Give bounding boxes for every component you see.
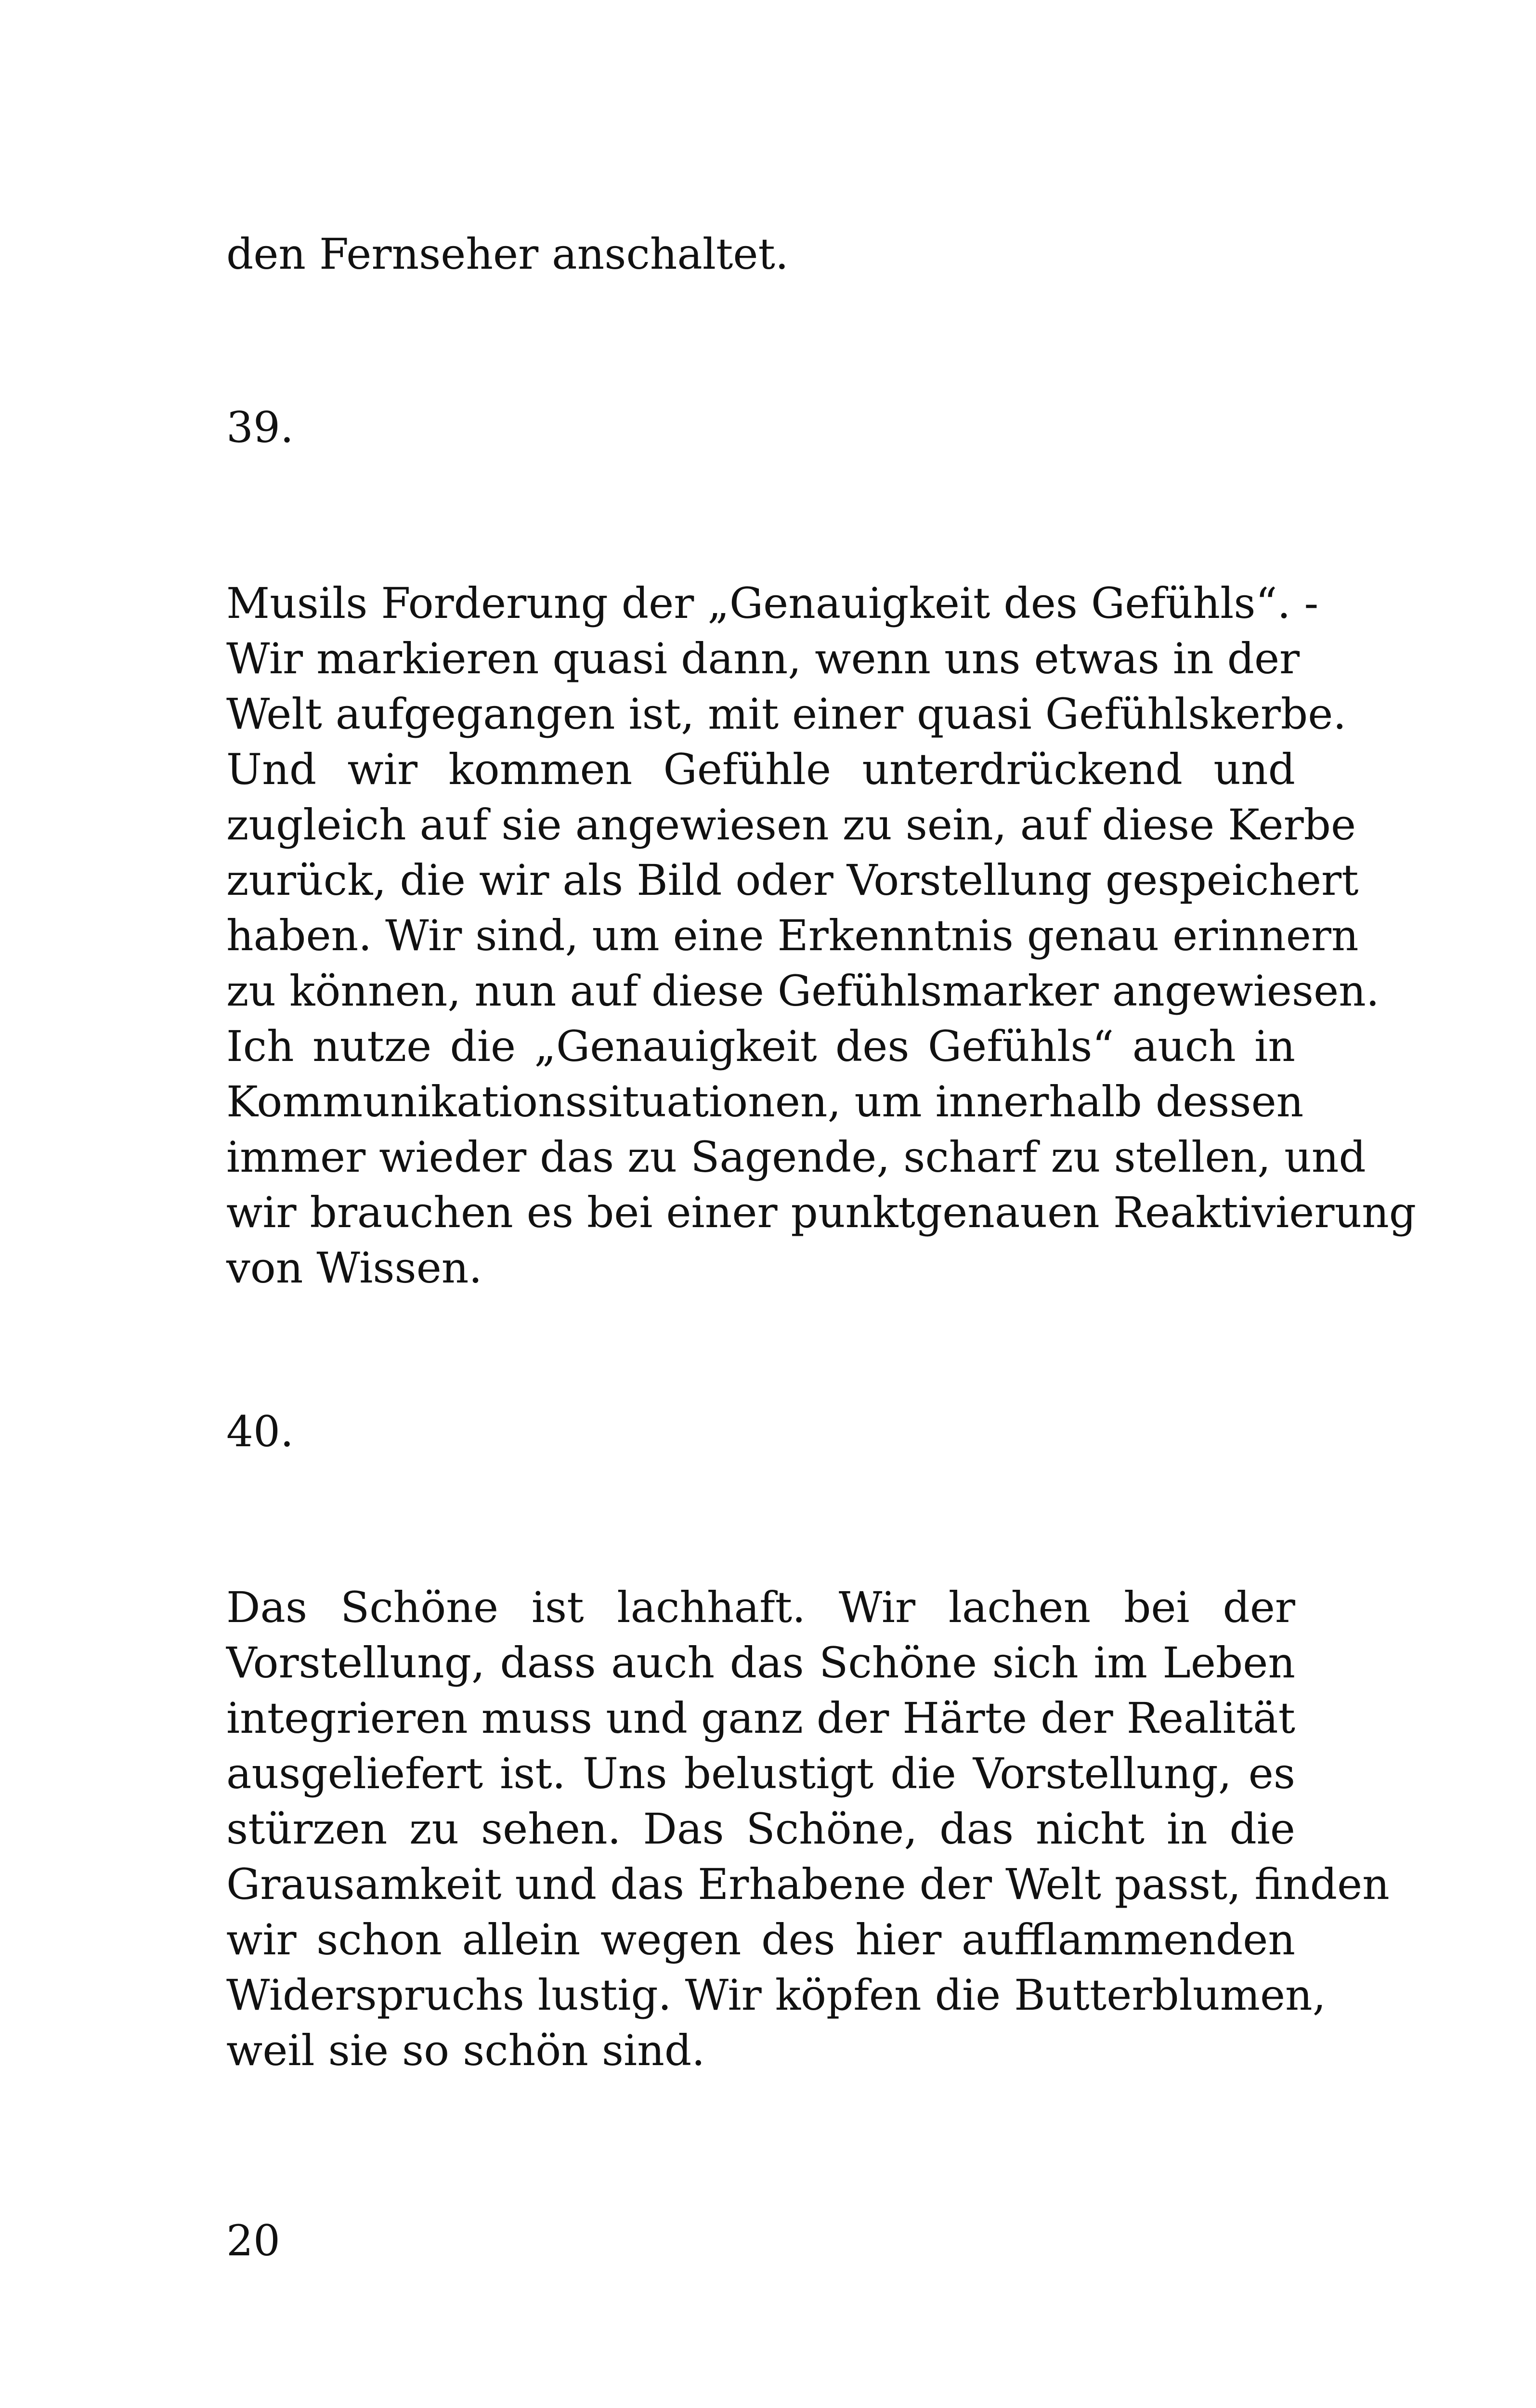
paragraph-line: Das Schöne ist lachhaft. Wir lachen bei der [226,1583,1295,1632]
paragraph-line: zugleich auf sie angewiesen zu sein, auf diese Kerbe [226,800,1356,850]
paragraph-line: von Wissen. [226,1243,482,1293]
intro-text: den Fernseher anschaltet. [226,229,789,279]
paragraph-line: Grausamkeit und das Erhabene der Welt passt, finden [226,1859,1390,1909]
paragraph-line: wir schon allein wegen des hier aufflammenden [226,1915,1295,1964]
paragraph-line: integrieren muss und ganz der Härte der Realität [226,1693,1295,1743]
paragraph-line: haben. Wir sind, um eine Erkenntnis genau erinnern [226,911,1359,960]
paragraph-line: zu können, nun auf diese Gefühlsmarker angewiesen. [226,966,1380,1016]
paragraph-line: Widerspruchs lustig. Wir köpfen die Butterblumen, [226,1970,1326,2020]
paragraph-line: Ich nutze die „Genauigkeit des Gefühls“ auch in [226,1021,1295,1071]
section-39-paragraph [226,576,1417,1296]
paragraph-line: stürzen zu sehen. Das Schöne, das nicht in die [226,1804,1295,1854]
section-40-paragraph [226,1580,1390,2078]
intro-line [226,226,1295,282]
paragraph-line: ausgeliefert ist. Uns belustigt die Vorstellung, es [226,1749,1295,1798]
paragraph-line: zurück, die wir als Bild oder Vorstellung gespeichert [226,855,1359,905]
paragraph-line: Kommunikationssituationen, um innerhalb dessen [226,1077,1304,1126]
paragraph-line: wir brauchen es bei einer punktgenauen Reaktivierung [226,1188,1417,1237]
paragraph-line: Musils Forderung der „Genauigkeit des Gefühls“. - [226,578,1319,628]
section-number-40: 40. [226,1407,294,1456]
page-number: 20 [226,2216,280,2265]
section-number-39: 39. [226,403,294,452]
paragraph-line: Und wir kommen Gefühle unterdrückend und [226,745,1295,794]
paragraph-line: Wir markieren quasi dann, wenn uns etwas in der [226,634,1300,683]
paragraph-line: Welt aufgegangen ist, mit einer quasi Gefühlskerbe. [226,689,1347,739]
paragraph-line: Vorstellung, dass auch das Schöne sich im Leben [226,1638,1295,1688]
paragraph-line: weil sie so schön sind. [226,2026,705,2075]
paragraph-line: immer wieder das zu Sagende, scharf zu stellen, und [226,1132,1366,1182]
